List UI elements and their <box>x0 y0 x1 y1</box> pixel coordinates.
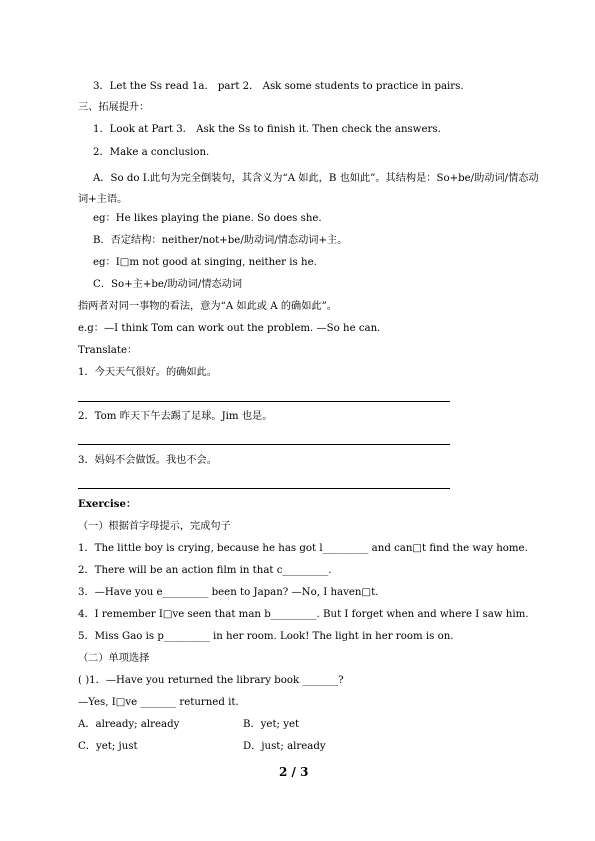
answer-line-1 <box>78 401 450 402</box>
grammar-point-b: B．否定结构：neither/not+be/助动词/情态动词+主。 <box>93 235 348 246</box>
extension-step-2: 2．Make a conclusion. <box>93 147 210 158</box>
grammar-point-c-explanation: 指两者对同一事物的看法，意为“A 如此或 A 的确如此”。 <box>78 301 337 312</box>
example-c: e.g：—I think Tom can work out the problem. —So he can. <box>78 323 381 334</box>
fill-in-item-1: 1．The little boy is crying, because he has got l_________ and can□t find the way home. <box>78 543 528 554</box>
choice-question-1: ( )1．—Have you returned the library book _______? <box>78 675 344 686</box>
option-d: D．just; already <box>243 741 326 752</box>
page-number: 2 / 3 <box>279 765 309 779</box>
option-a: A．already; already <box>78 719 180 730</box>
translate-heading: Translate： <box>78 345 138 356</box>
section-heading-extension: 三、拓展提升： <box>78 102 150 113</box>
translate-item-2: 2．Tom 昨天下午去踢了足球。Jim 也是。 <box>78 411 273 422</box>
example-b: eg：I□m not good at singing, neither is he. <box>93 257 317 268</box>
part-two-heading: （二）单项选择 <box>78 653 150 664</box>
grammar-point-c: C．So+主+be/助动词/情态动词 <box>93 279 243 290</box>
fill-in-item-3: 3．—Have you e_________ been to Japan? —No, I haven□t. <box>78 587 379 598</box>
example-a: eg：He likes playing the piane. So does she. <box>93 213 322 224</box>
fill-in-item-4: 4．I remember I□ve seen that man b_________. But I forget when and where I saw him. <box>78 609 529 620</box>
extension-step-1: 1．Look at Part 3． Ask the Ss to finish it. Then check the answers. <box>93 124 441 135</box>
fill-in-item-2: 2．There will be an action film in that c_________. <box>78 565 332 576</box>
option-c: C．yet; just <box>78 741 138 752</box>
grammar-point-a: A．So do I.此句为完全倒装句，其含义为“A 如此，B 也如此”。其结构是：So+be/助动词/情态动词+主语。 <box>78 173 539 205</box>
step-3-line: 3．Let the Ss read 1a． part 2． Ask some students to practice in pairs. <box>93 81 464 92</box>
exercise-heading: Exercise： <box>78 498 137 510</box>
option-b: B．yet; yet <box>243 719 300 730</box>
answer-line-2 <box>78 444 450 445</box>
translate-item-3: 3．妈妈不会做饭。我也不会。 <box>78 455 217 466</box>
fill-in-item-5: 5．Miss Gao is p_________ in her room. Look! The light in her room is on. <box>78 631 454 642</box>
answer-line-3 <box>78 488 450 489</box>
part-one-heading: （一）根据首字母提示，完成句子 <box>78 521 231 532</box>
choice-question-1-response: —Yes, I□ve _______ returned it. <box>78 697 239 708</box>
translate-item-1: 1．今天天气很好。的确如此。 <box>78 367 217 378</box>
